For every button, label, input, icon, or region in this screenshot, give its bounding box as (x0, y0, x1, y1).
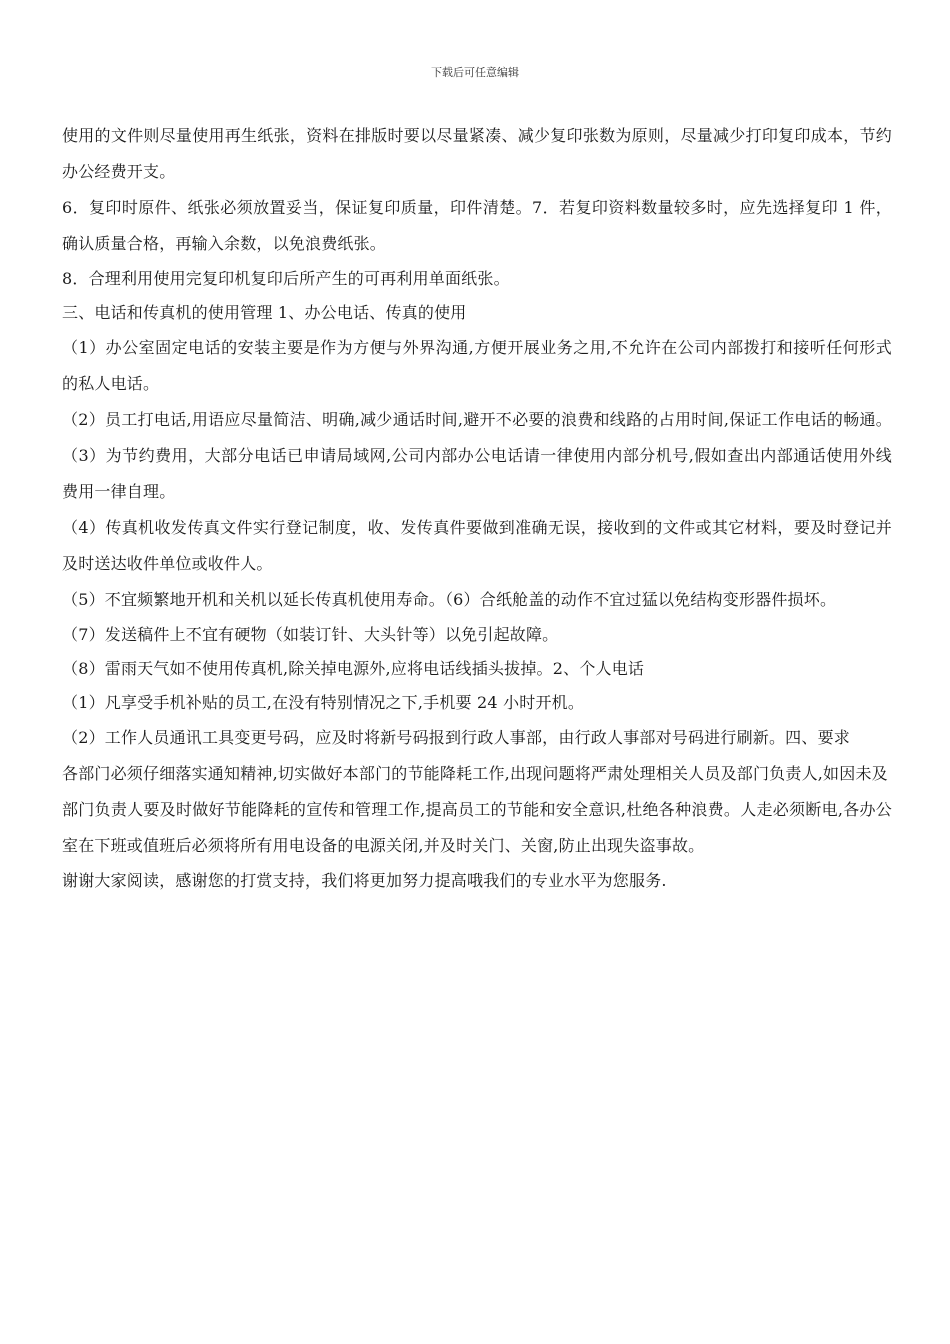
paragraph-3: 8．合理利用使用完复印机复印后所产生的可再利用单面纸张。 (62, 269, 510, 288)
paragraph-8: （5）不宜频繁地开机和关机以延长传真机使用寿命。（6）合纸舱盖的动作不宜过猛以免结构变形器件损坏。 (62, 590, 837, 609)
paragraph-6: （2）员工打电话,用语应尽量简洁、明确,减少通话时间,避开不必要的浪费和线路的占用时间,保证工作电话的畅通。（3）为节约费用，大部分电话已申请局域网,公司内部办公电话请一律使用内部分机号,假如查出内部通话使用外线费用一律自理。 (62, 410, 892, 501)
document-body (62, 118, 892, 898)
paragraph-13: 各部门必须仔细落实通知精神,切实做好本部门的节能降耗工作,出现问题将严肃处理相关人员及部门负责人,如因未及 (62, 764, 888, 783)
paragraph-12: （2）工作人员通讯工具变更号码，应及时将新号码报到行政人事部，由行政人事部对号码进行刷新。四、要求 (62, 728, 850, 747)
page-header-note: 下载后可任意编辑 (431, 66, 519, 79)
paragraph-10: （8）雷雨天气如不使用传真机,除关掉电源外,应将电话线插头拔掉。2、个人电话 (62, 659, 645, 678)
paragraph-2: 6．复印时原件、纸张必须放置妥当，保证复印质量，印件清楚。7．若复印资料数量较多时，应先选择复印 1 件，确认质量合格，再输入余数，以免浪费纸张。 (62, 198, 892, 253)
paragraph-4: 三、电话和传真机的使用管理 1、办公电话、传真的使用 (62, 303, 467, 322)
paragraph-9: （7）发送稿件上不宜有硬物（如装订针、大头针等）以免引起故障。 (62, 625, 559, 644)
paragraph-11: （1）凡享受手机补贴的员工,在没有特别情况之下,手机要 24 小时开机。 (62, 693, 585, 712)
paragraph-15: 谢谢大家阅读，感谢您的打赏支持，我们将更加努力提高哦我们的专业水平为您服务. (62, 871, 667, 890)
paragraph-14: 部门负责人要及时做好节能降耗的宣传和管理工作,提高员工的节能和安全意识,杜绝各种浪费。人走必须断电,各办公室在下班或值班后必须将所有用电设备的电源关闭,并及时关门、关窗,防止出现失盗事故。 (62, 800, 892, 855)
paragraph-7: （4）传真机收发传真文件实行登记制度，收、发传真件要做到准确无误，接收到的文件或其它材料，要及时登记并及时送达收件单位或收件人。 (62, 518, 892, 573)
paragraph-1: 使用的文件则尽量使用再生纸张，资料在排版时要以尽量紧凑、减少复印张数为原则，尽量减少打印复印成本，节约办公经费开支。 (62, 126, 892, 181)
paragraph-5: （1）办公室固定电话的安装主要是作为方便与外界沟通,方便开展业务之用,不允许在公司内部拨打和接听任何形式的私人电话。 (62, 338, 892, 393)
